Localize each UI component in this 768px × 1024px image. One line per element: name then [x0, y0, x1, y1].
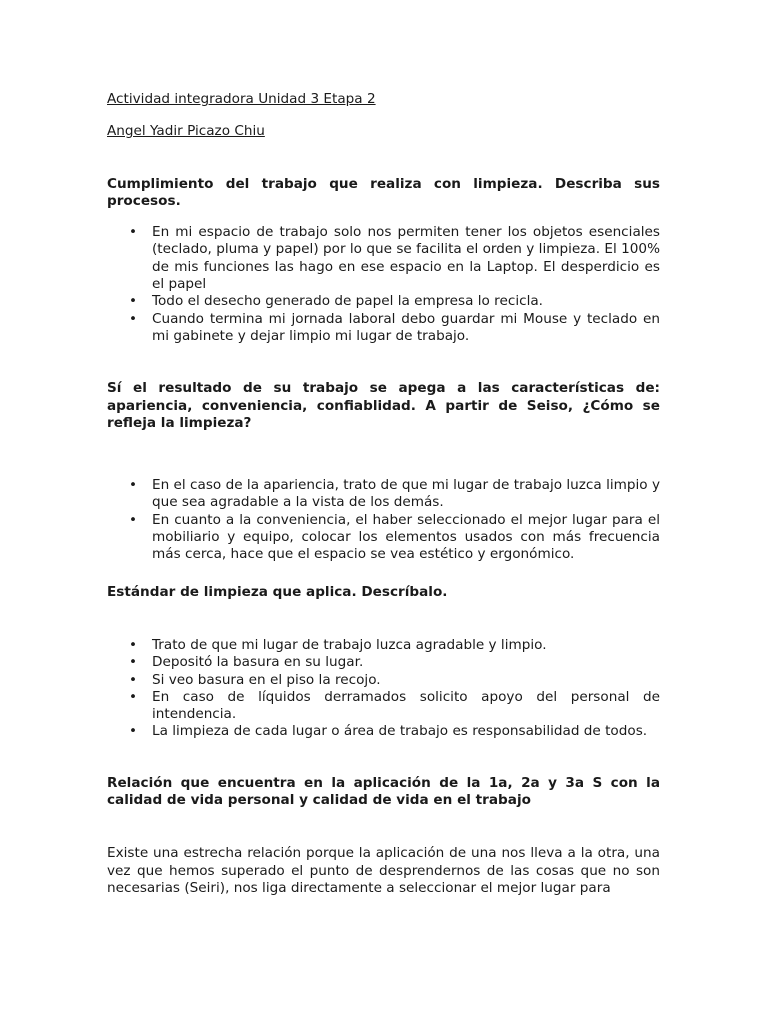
section-3-list [107, 637, 660, 741]
list-item: • En cuanto a la conveniencia, el haber seleccionado el mejor lugar para el mobiliario y equipo, colocar los elementos usados con más frecuencia más cerca, hace que el espacio se vea estético y ergonómico. [107, 512, 660, 564]
section-1-heading: Cumplimiento del trabajo que realiza con limpieza. Describa sus procesos. [107, 175, 660, 209]
list-item: • Depositó la basura en su lugar. [107, 654, 660, 671]
activity-title: Actividad integradora Unidad 3 Etapa 2 [107, 91, 376, 107]
section-1-list [107, 224, 660, 345]
list-item: • Cuando termina mi jornada laboral debo guardar mi Mouse y teclado en mi gabinete y dejar limpio mi lugar de trabajo. [107, 311, 660, 346]
list-item: • En caso de líquidos derramados solicito apoyo del personal de intendencia. [107, 689, 660, 724]
author-name: Angel Yadir Picazo Chiu [107, 123, 265, 140]
section-2-heading: Sí el resultado de su trabajo se apega a las características de: apariencia, conveniencia, confiablidad. A partir de Seiso, ¿Cómo se refleja la limpieza? [107, 380, 660, 431]
document-page [107, 91, 660, 897]
list-item: • En el caso de la apariencia, trato de que mi lugar de trabajo luzca limpio y que sea agradable a la vista de los demás. [107, 477, 660, 512]
section-2-list [107, 477, 660, 563]
section-3-heading: Estándar de limpieza que aplica. Descríbalo. [107, 583, 448, 600]
section-4-paragraph: Existe una estrecha relación porque la aplicación de una nos lleva a la otra, una vez que hemos superado el punto de desprendernos de las cosas que no son necesarias (Seiri), nos liga directamente a seleccionar el mejor lugar para [107, 845, 660, 896]
list-item: • En mi espacio de trabajo solo nos permiten tener los objetos esenciales (teclado, pluma y papel) por lo que se facilita el orden y limpieza. El 100% de mis funciones las hago en ese espacio en la Laptop. El desperdicio es el papel [107, 224, 660, 293]
list-item: • Si veo basura en el piso la recojo. [107, 672, 660, 689]
section-4-heading: Relación que encuentra en la aplicación de la 1a, 2a y 3a S con la calidad de vida personal y calidad de vida en el trabajo [107, 774, 660, 809]
list-item: • La limpieza de cada lugar o área de trabajo es responsabilidad de todos. [107, 723, 660, 740]
list-item: • Todo el desecho generado de papel la empresa lo recicla. [107, 293, 660, 310]
list-item: • Trato de que mi lugar de trabajo luzca agradable y limpio. [107, 637, 660, 654]
